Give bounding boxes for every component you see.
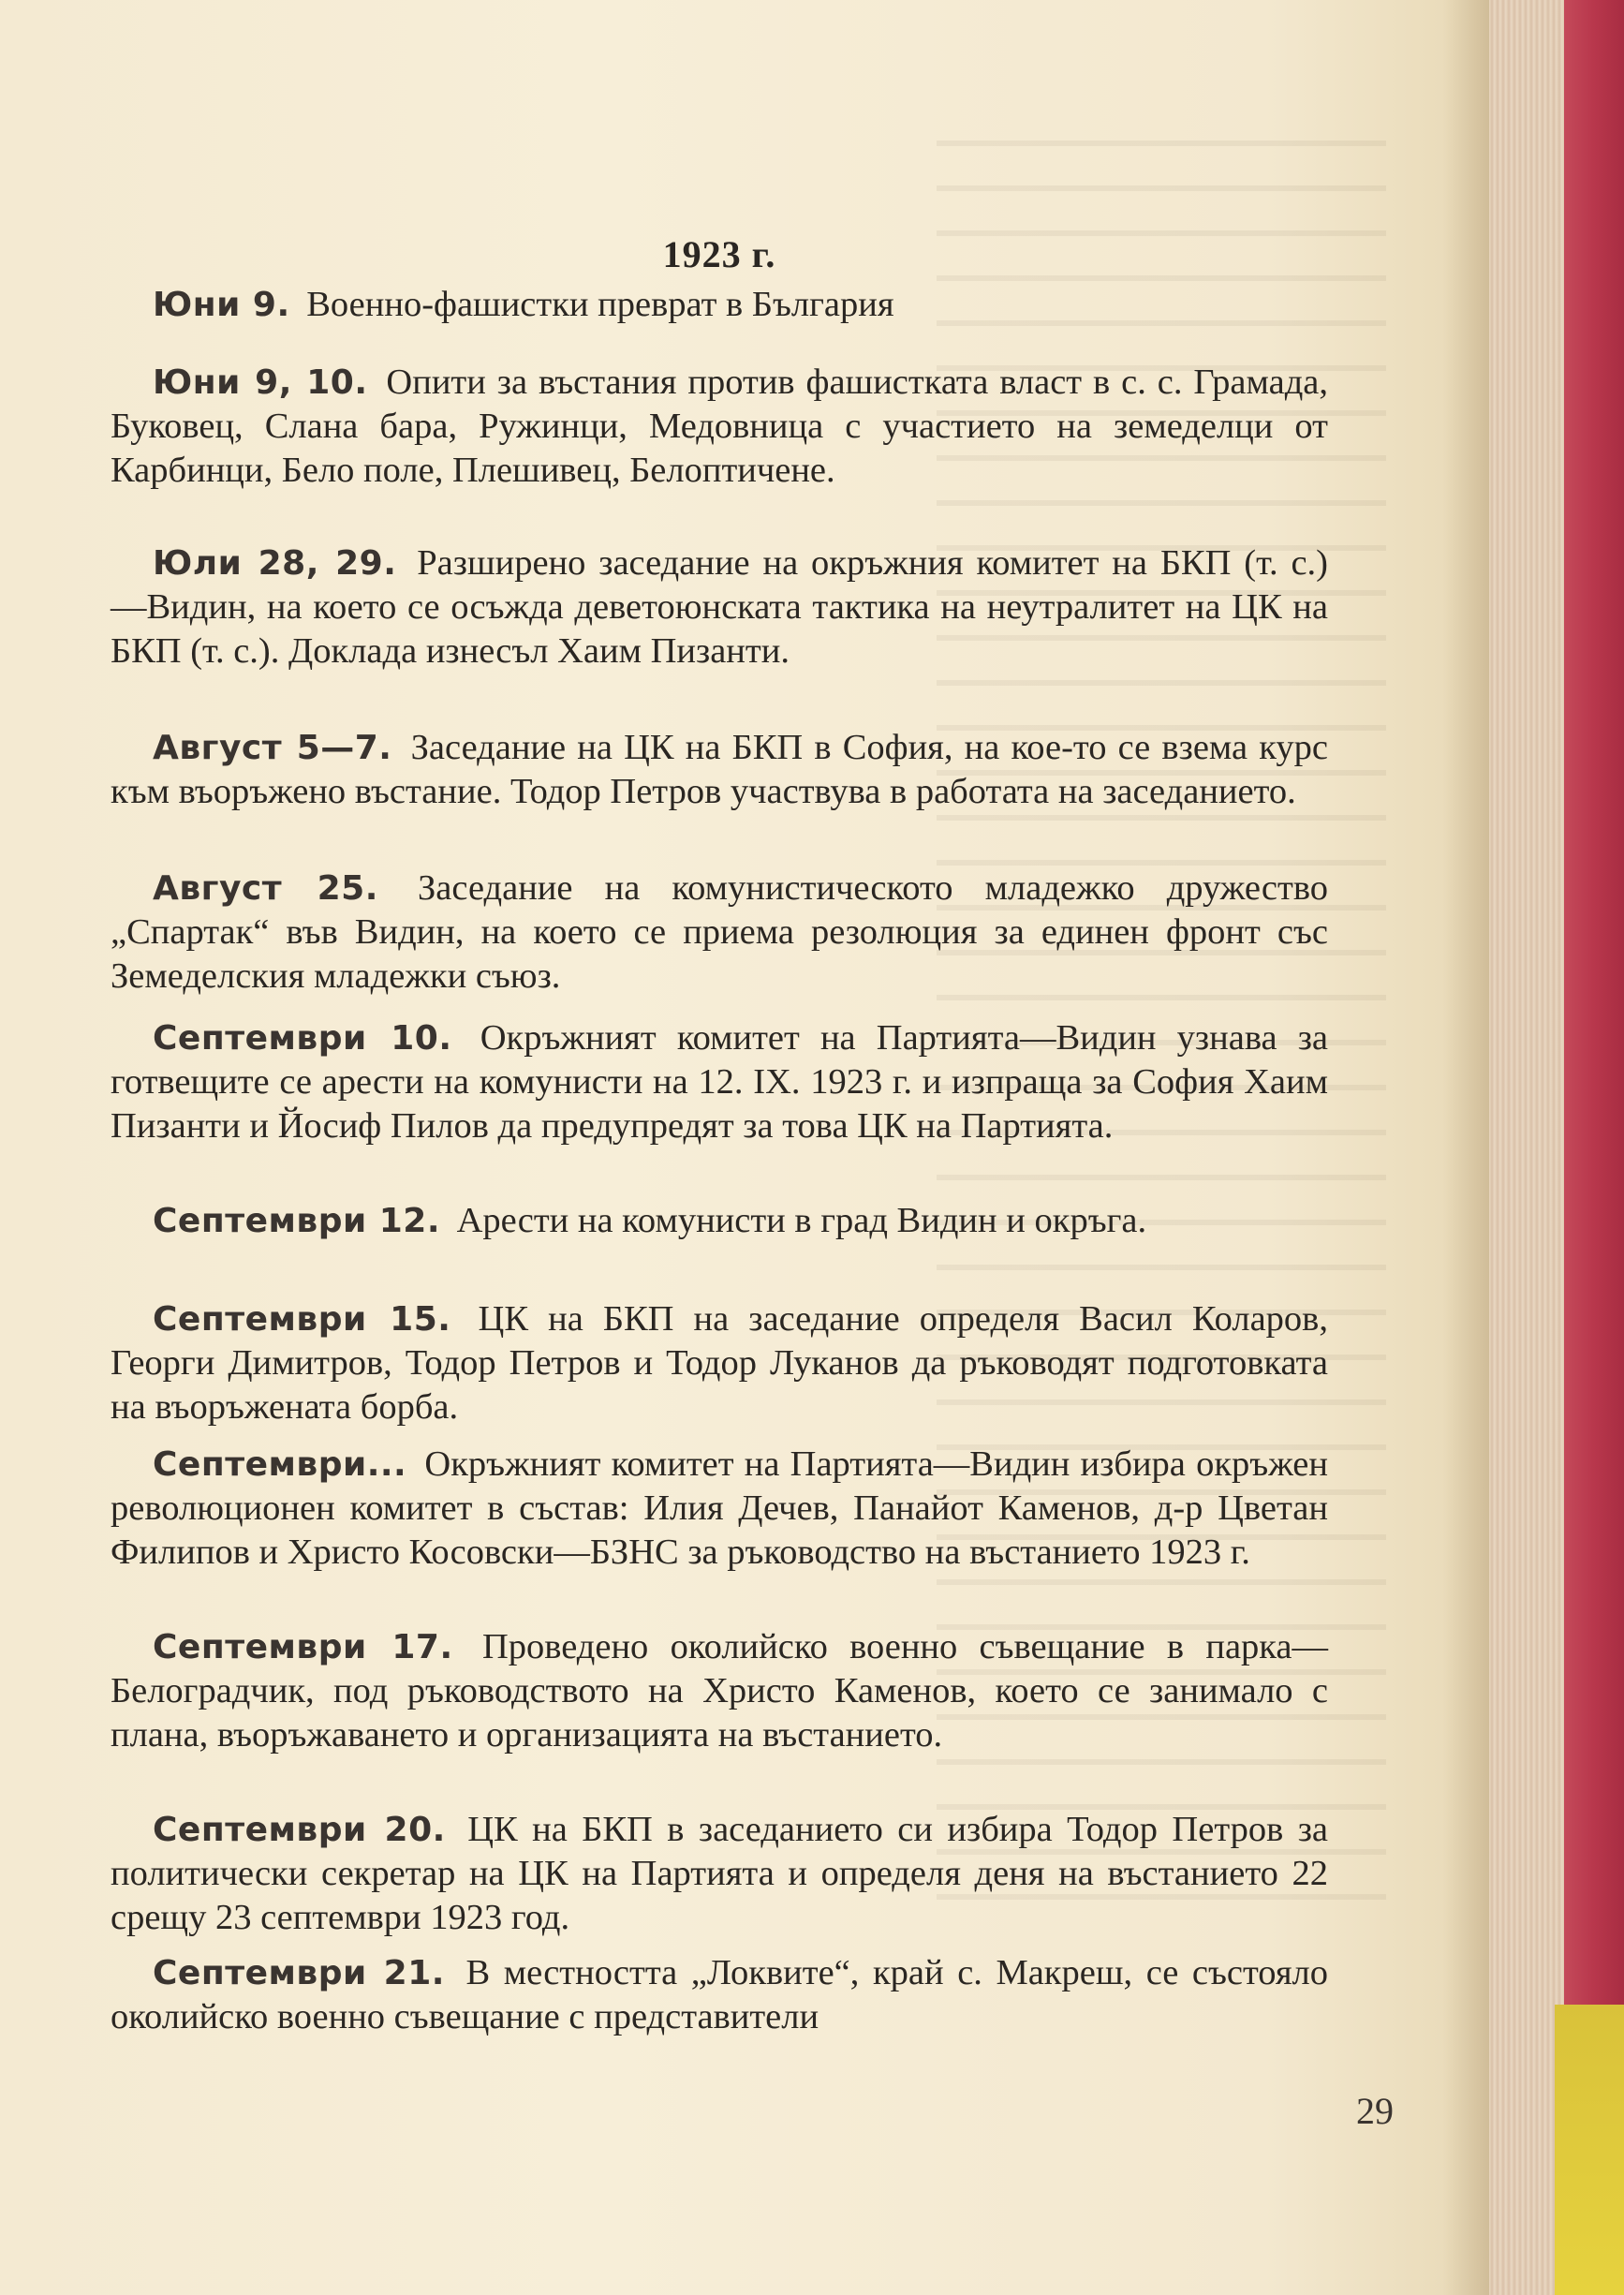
entry-date: Септември 21.	[153, 1954, 445, 1992]
chronology-entry	[111, 1199, 1328, 1243]
entry-text: Окръжният комитет на Партията—Видин узнава за готвещите се арести на комунисти на 12. IX. 1923 г. и изпраща за София Хаим Пизанти и Йосиф Пилов да предупредят за това ЦК на Партията.	[111, 1018, 1329, 1146]
entry-date: Септември...	[153, 1445, 407, 1484]
chronology-entry	[111, 541, 1328, 674]
chronology-entry	[111, 866, 1328, 999]
entry-date: Септември 10.	[153, 1019, 452, 1058]
entry-text: Арести на комунисти в град Видин и окръга.	[456, 1201, 1147, 1240]
page-number: 29	[1356, 2090, 1394, 2132]
year-heading: 1923 г.	[662, 233, 776, 275]
chronology-entry	[111, 1808, 1328, 1940]
book-cover-edge	[1564, 0, 1624, 2295]
book-page-edges	[1489, 0, 1564, 2295]
entry-text: Опити за въстания против фашистката власт в с. с. Грамада, Буковец, Слана бара, Ружинци, Медовница с участието на земеделци от Карбинци, Бело поле, Плешивец, Белоптичене.	[111, 363, 1329, 490]
entry-date: Септември 15.	[153, 1300, 451, 1339]
entry-date: Юли 28, 29.	[153, 544, 397, 583]
chronology-entry	[111, 1951, 1328, 2039]
chronology-entry	[111, 1443, 1328, 1575]
entry-date: Септември 20.	[153, 1811, 446, 1849]
entry-text: ЦК на БКП в заседанието си избира Тодор Петров за политически секретар на ЦК на Партията и определя деня на въстанието 22 срещу 23 септември 1923 год.	[111, 1810, 1329, 1937]
entry-date: Юни 9, 10.	[153, 363, 368, 402]
book-cover-yellow-edge	[1555, 2005, 1624, 2295]
entry-date: Септември 12.	[153, 1202, 440, 1240]
entry-date: Юни 9.	[153, 286, 290, 324]
chronology-entry	[111, 1625, 1328, 1757]
entry-text: Заседание на комунистическото младежко дружество „Спартак“ във Видин, на което се приема резолюция за единен фронт със Земеделския младежки съюз.	[111, 868, 1328, 996]
entry-date: Септември 17.	[153, 1628, 453, 1666]
chronology-entry	[111, 1297, 1328, 1429]
entry-text: ЦК на БКП на заседание определя Васил Коларов, Георги Димитров, Тодор Петров и Тодор Луканов да ръководят подготовката на въоръжената борба.	[111, 1299, 1328, 1427]
entry-text: Заседание на ЦК на БКП в София, на кое-то се взема курс към въоръжено въстание. Тодор Петров участвува в работата на заседанието.	[111, 728, 1329, 811]
entry-text: Проведено околийско военно съвещание в парка—Белоградчик, под ръководството на Христо Каменов, което се занимало с плана, въоръжаването и организацията на въстанието.	[111, 1627, 1329, 1755]
entry-text: Разширено заседание на окръжния комитет на БКП (т. с.) —Видин, на което се осъжда деветоюнската тактика на неутралитет на ЦК на БКП (т. с.). Доклада изнесъл Хаим Пизанти.	[111, 543, 1329, 671]
chronology-entry	[111, 361, 1328, 493]
entry-text: Военно-фашистки преврат в България	[306, 285, 894, 324]
entry-text: Окръжният комитет на Партията—Видин избира окръжен революционен комитет в състав: Илия Дечев, Панайот Каменов, д-р Цветан Филипов и Христо Косовски—БЗНС за ръководство на въстанието 1923 г.	[111, 1444, 1328, 1572]
entry-date: Август 25.	[153, 869, 378, 908]
chronology-entry	[111, 726, 1328, 814]
entry-text: В местността „Локвите“, край с. Макреш, се състояло околийско военно съвещание с представители	[111, 1953, 1328, 2036]
chronology-entry	[111, 1016, 1328, 1148]
entry-date: Август 5—7.	[153, 729, 392, 767]
chronology-entry	[111, 283, 1328, 327]
